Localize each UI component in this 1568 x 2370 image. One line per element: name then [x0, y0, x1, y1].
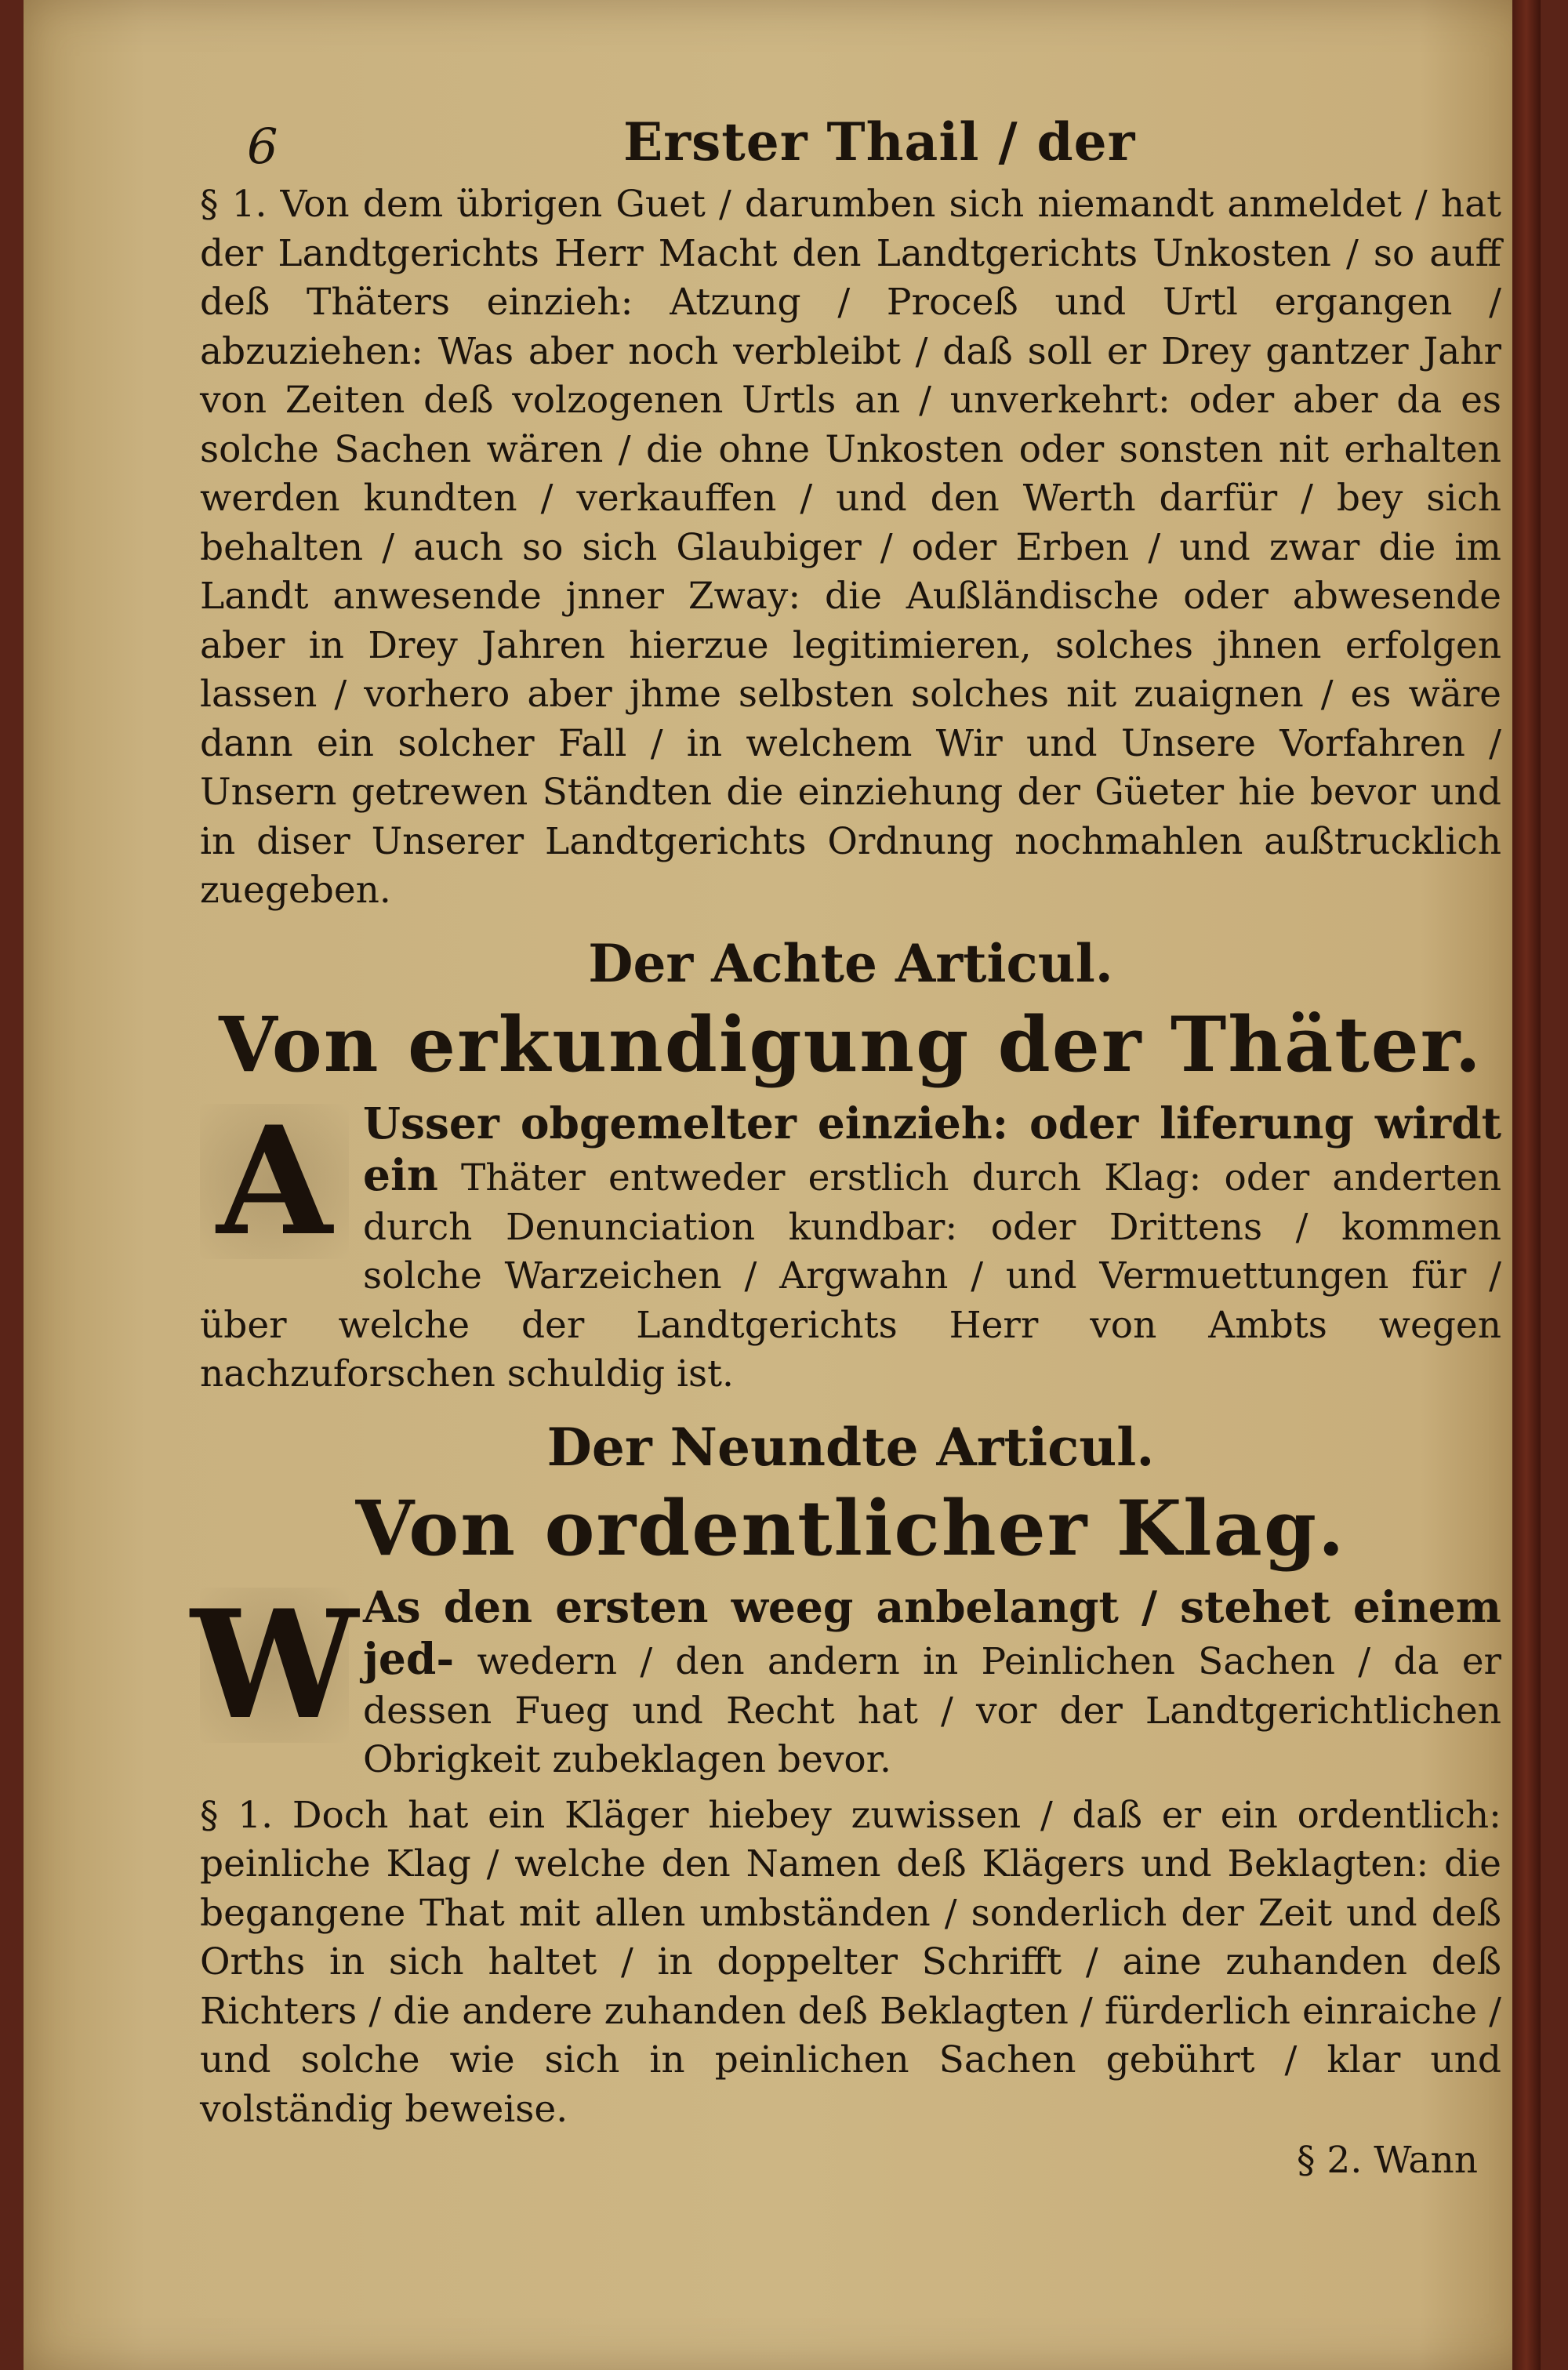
article-8-title: Von erkundigung der Thäter.	[219, 1000, 1483, 1089]
decorated-initial-a: A	[200, 1104, 349, 1259]
running-title: Erster Thail / der	[623, 111, 1136, 172]
decorated-initial-w: W	[191, 1577, 358, 1752]
article-8-continuation: Thäter entweder erstlich durch Klag: oder anderten durch Denunciation kundbar: oder Drittens / kommen solche Warzeichen / Argwahn / und Vermuettungen für / über welche der Landtgerichts Herr von Ambts wegen nachzuforschen schuldig ist.	[200, 1156, 1501, 1396]
article-9-section-1: § 1. Doch hat ein Kläger hiebey zuwissen / daß er ein ordentlich: peinliche Klag / welche den Namen deß Klägers und Beklagten: die begangene That mit allen umbständen / sonderlich der Zeit und deß Orths in sich haltet / in doppelter Schrifft / aine zuhanden deß Richters / die andere zuhanden deß Beklagten / fürderlich einraiche / und solche wie sich in peinlichen Sachen gebührt / klar und volständig beweise.	[200, 1793, 1501, 2131]
article-9-heading: Der Neundte Articul.	[546, 1416, 1155, 1478]
article-9-body	[191, 1577, 1501, 1785]
article-8-lead: Usser obgemelter einzieh: oder liferung wirdt ein	[363, 1097, 1501, 1200]
article-8-text	[200, 1099, 1501, 1399]
page-edge	[1512, 0, 1541, 2370]
article-9-title: Von ordentlicher Klag.	[355, 1483, 1346, 1573]
article-9-lead: As den ersten weeg anbelangt / stehet einem jed-	[363, 1581, 1501, 1684]
page-number: 6	[247, 118, 278, 175]
article-8-heading: Der Achte Articul.	[588, 932, 1113, 994]
page-header	[200, 94, 1501, 180]
article-9-text	[191, 1577, 1501, 1785]
article-9-continuation: wedern / den andern in Peinlichen Sachen / da er dessen Fueg und Recht hat / vor der Landtgerichtlichen Obrigkeit zubeklagen bevor.	[363, 1640, 1501, 1781]
book-page	[24, 0, 1541, 2370]
article-8-body	[200, 1093, 1501, 1399]
text-block	[191, 94, 1501, 2182]
catchword: § 2. Wann	[1296, 2139, 1478, 2182]
section-1-paragraph: § 1. Von dem übrigen Guet / darumben sich niemandt anmeldet / hat der Landtgerichts Herr Macht den Landtgerichts Unkosten / so auff deß Thäters einzieh: Atzung / Proceß und Urtl ergangen / abzuziehen: Was aber noch verbleibt / daß soll er Drey gantzer Jahr von Zeiten deß volzogenen Urtls an / unverkehrt: oder aber da es solche Sachen wären / die ohne Unkosten oder sonsten nit erhalten werden kundten / verkauffen / und den Werth darfür / bey sich behalten / auch so sich Glaubiger / oder Erben / und zwar die im Landt anwesende jnner Zway: die Außländische oder abwesende aber in Drey Jahren hierzue legitimieren, solches jhnen erfolgen lassen / vorhero aber jhme selbsten solches nit zuaignen / es wäre dann ein solcher Fall / in welchem Wir und Unsere Vorfahren / Unsern getrewen Ständten die einziehung der Güeter hie bevor und in diser Unserer Landtgerichts Ordnung nochmahlen außtrucklich zuegeben.	[200, 183, 1501, 912]
